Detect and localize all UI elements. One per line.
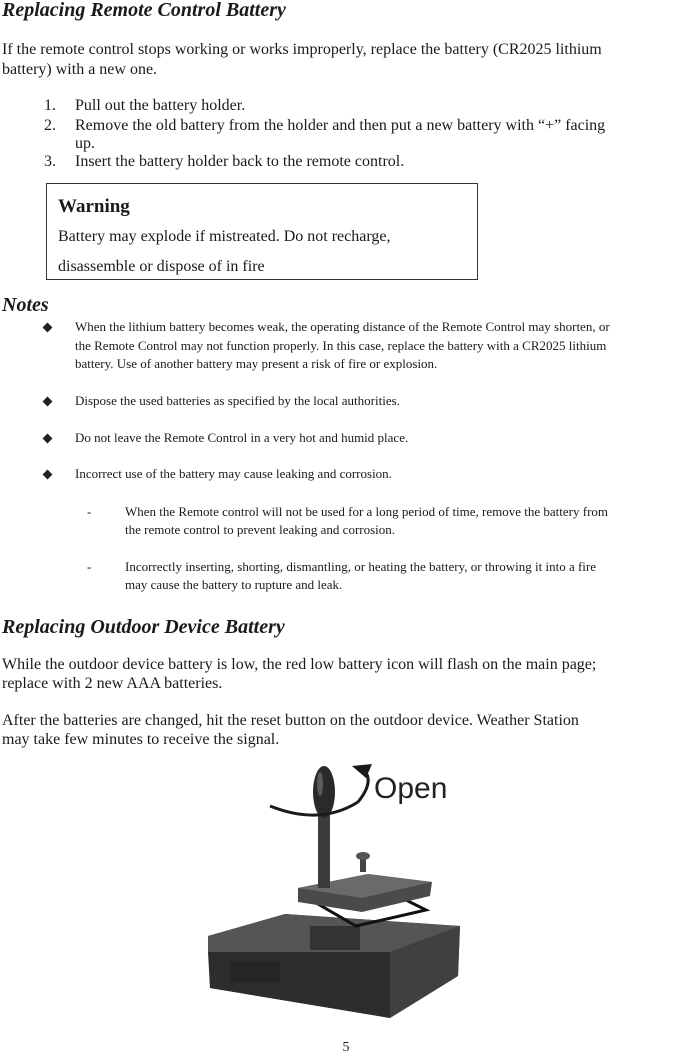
outdoor-para-1-line-1: While the outdoor device battery is low, the red low battery icon will flash on the main page; (2, 656, 597, 673)
subnote-line: Incorrectly inserting, shorting, dismantling, or heating the battery, or throwing it into a fire (125, 559, 597, 574)
step-number: 1. (44, 97, 56, 114)
diamond-bullet-icon (43, 323, 53, 333)
subnote-line: may cause the battery to rupture and leak. (125, 577, 343, 592)
section-title-remote: Replacing Remote Control Battery (2, 0, 286, 21)
step-text: Remove the old battery from the holder and then put a new battery with “+” facing (75, 117, 606, 134)
section-title-outdoor: Replacing Outdoor Device Battery (2, 616, 285, 638)
antenna-knob (313, 766, 335, 818)
note-line: battery. Use of another battery may present a risk of fire or explosion. (75, 356, 438, 371)
diamond-bullet-icon (43, 397, 53, 407)
warning-title: Warning (58, 196, 130, 217)
remote-intro-line-2: battery) with a new one. (2, 61, 158, 78)
outdoor-para-2-line-2: may take few minutes to receive the signal. (2, 731, 280, 748)
note-line: When the lithium battery becomes weak, the operating distance of the Remote Control may shorten, or (75, 319, 610, 334)
battery-replacement-figure (190, 756, 490, 1026)
note-line: Do not leave the Remote Control in a very hot and humid place. (75, 430, 409, 445)
diamond-bullet-icon (43, 470, 53, 480)
screw-head (356, 852, 370, 860)
step-text: up. (75, 135, 95, 152)
step-text: Insert the battery holder back to the remote control. (75, 153, 405, 170)
outdoor-para-2-line-1: After the batteries are changed, hit the reset button on the outdoor device. Weather Station (2, 712, 579, 729)
dash-bullet: - (87, 504, 92, 519)
notes-title: Notes (2, 294, 49, 316)
rotate-arrow-lower (270, 802, 358, 815)
warning-line-1: Battery may explode if mistreated. Do not recharge, (58, 228, 391, 245)
note-line: Incorrect use of the battery may cause leaking and corrosion. (75, 466, 392, 481)
step-number: 2. (44, 117, 56, 134)
battery-compartment (310, 926, 360, 950)
device-slot (230, 961, 280, 983)
open-label: Open (374, 772, 448, 805)
subnote-line: the remote control to prevent leaking and corrosion. (125, 522, 396, 537)
page-number: 5 (342, 1040, 350, 1055)
diamond-bullet-icon (43, 434, 53, 444)
step-text: Pull out the battery holder. (75, 97, 246, 114)
device-illustration (190, 756, 490, 1026)
note-line: Dispose the used batteries as specified by the local authorities. (75, 393, 400, 408)
warning-line-2: disassemble or dispose of in fire (58, 258, 265, 275)
warning-box (46, 183, 478, 280)
step-number: 3. (44, 153, 56, 170)
dash-bullet: - (87, 559, 92, 574)
remote-intro-line-1: If the remote control stops working or works improperly, replace the battery (CR2025 lithium (2, 41, 602, 58)
note-line: the Remote Control may not function properly. In this case, replace the battery with a CR2025 lithium (75, 338, 607, 353)
outdoor-para-1-line-2: replace with 2 new AAA batteries. (2, 675, 223, 692)
antenna-highlight (317, 772, 323, 796)
subnote-line: When the Remote control will not be used for a long period of time, remove the battery from (125, 504, 609, 519)
